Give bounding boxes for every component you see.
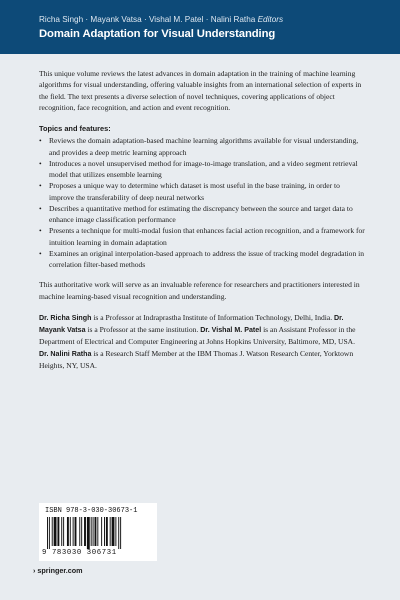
barcode-stripe bbox=[118, 517, 119, 549]
bio-text: is a Professor at Indraprastha Institute of Information Technology, Delhi, India. bbox=[91, 312, 335, 322]
list-item bbox=[39, 203, 365, 226]
bio-text: is an Assistant Professor in the Department of Electrical and Computer Engineering at Johns Hopkins University, Baltimore, MD, USA. bbox=[39, 325, 356, 347]
bio-name: Dr. Vishal M. Patel bbox=[200, 326, 262, 334]
topics-list bbox=[39, 135, 365, 270]
bullet-icon: • bbox=[39, 203, 42, 213]
list-item bbox=[39, 180, 365, 203]
barcode-stripe bbox=[101, 517, 102, 546]
barcode-stripe bbox=[106, 517, 108, 546]
barcode-stripe bbox=[79, 517, 80, 546]
editors-names: Richa Singh · Mayank Vatsa · Vishal M. Patel · Nalini Ratha bbox=[39, 15, 256, 24]
barcode-stripe bbox=[91, 517, 92, 546]
bullet-icon: • bbox=[39, 248, 42, 258]
list-item-text: Examines an original interpolation-based approach to address the issue of tracking model degradation in correlation filter-based methods bbox=[49, 248, 364, 269]
isbn-label: ISBN 978-3-030-30673-1 bbox=[45, 507, 138, 515]
bullet-icon: • bbox=[39, 226, 42, 236]
editors-role: Editors bbox=[257, 15, 284, 24]
list-item-text: Proposes a unique way to determine which dataset is most useful in the base training, in order to improve the transferability of deep neural networks bbox=[49, 181, 340, 202]
bio-name: Dr. Mayank Vatsa bbox=[39, 313, 344, 334]
list-item bbox=[39, 248, 365, 271]
list-item-text: Describes a quantitative method for estimating the discrepancy between the source and target data to enhance image classification performance bbox=[49, 203, 353, 224]
bullet-icon: • bbox=[39, 136, 42, 146]
publisher-link[interactable]: › springer.com bbox=[33, 566, 83, 575]
list-item bbox=[39, 225, 365, 248]
barcode-stripe bbox=[93, 517, 94, 546]
barcode-stripe bbox=[73, 517, 74, 546]
list-item bbox=[39, 135, 365, 158]
barcode-stripe bbox=[57, 517, 59, 546]
closing-paragraph: This authoritative work will serve as an invaluable reference for researchers and practitioners interested in machine learning-based visual recognition and understanding. bbox=[39, 280, 360, 301]
author-bio bbox=[39, 312, 365, 371]
barcode-stripe bbox=[84, 517, 86, 546]
barcode-stripe bbox=[63, 517, 64, 546]
barcode-stripe bbox=[120, 517, 121, 549]
barcode bbox=[39, 503, 157, 561]
barcode-stripe bbox=[75, 517, 77, 546]
barcode-stripe bbox=[54, 517, 57, 546]
topics-heading: Topics and features: bbox=[39, 124, 111, 133]
list-item-text: Presents a technique for multi-modal fusion that enhances facial action recognition, and a framework for intuition learning in domain adaptation bbox=[49, 226, 365, 247]
barcode-stripe bbox=[87, 517, 90, 549]
barcode-stripe bbox=[115, 517, 116, 546]
bio-name: Dr. Nalini Ratha bbox=[39, 349, 92, 358]
barcode-stripe bbox=[49, 517, 50, 549]
book-title: Domain Adaptation for Visual Understanding bbox=[39, 28, 276, 40]
header-band bbox=[0, 0, 400, 54]
bio-name: Dr. Richa Singh bbox=[39, 313, 92, 322]
barcode-stripe bbox=[112, 517, 115, 546]
list-item-text: Introduces a novel unsupervised method for image-to-image translation, and a video segment retrieval model that utilizes ensemble learning bbox=[49, 158, 358, 179]
description-text bbox=[39, 68, 365, 371]
barcode-stripe bbox=[95, 517, 97, 546]
list-item bbox=[39, 158, 365, 181]
barcode-stripe bbox=[110, 517, 111, 546]
list-item-text: Reviews the domain adaptation-based machine learning algorithms available for visual understanding, and provides a deep metric learning approach bbox=[49, 136, 359, 157]
barcode-stripe bbox=[47, 517, 48, 549]
barcode-digits: 9 783030 306731 bbox=[42, 549, 117, 557]
barcode-stripe bbox=[81, 517, 82, 546]
intro-paragraph: This unique volume reviews the latest advances in domain adaptation in the training of machine learning algorithms for visual understanding, offering valuable insights from an international selection of experts in the field. The text presents a diverse selection of novel techniques, covering applications of object recognition, face recognition, and action and event recognition. bbox=[39, 69, 362, 112]
barcode-bars bbox=[47, 517, 149, 549]
bio-text: is a Professor at the same institution. bbox=[85, 325, 201, 334]
barcode-stripe bbox=[61, 517, 62, 546]
bio-text: is a Research Staff Member at the IBM Thomas J. Watson Research Center, Yorktown Heights, NY, USA. bbox=[39, 348, 354, 370]
bullet-icon: • bbox=[39, 181, 42, 191]
bullet-icon: • bbox=[39, 158, 42, 168]
barcode-stripe bbox=[67, 517, 69, 546]
barcode-stripe bbox=[104, 517, 105, 546]
barcode-stripe bbox=[97, 517, 98, 546]
barcode-stripe bbox=[52, 517, 53, 546]
barcode-stripe bbox=[70, 517, 71, 546]
editors-line bbox=[39, 15, 283, 24]
